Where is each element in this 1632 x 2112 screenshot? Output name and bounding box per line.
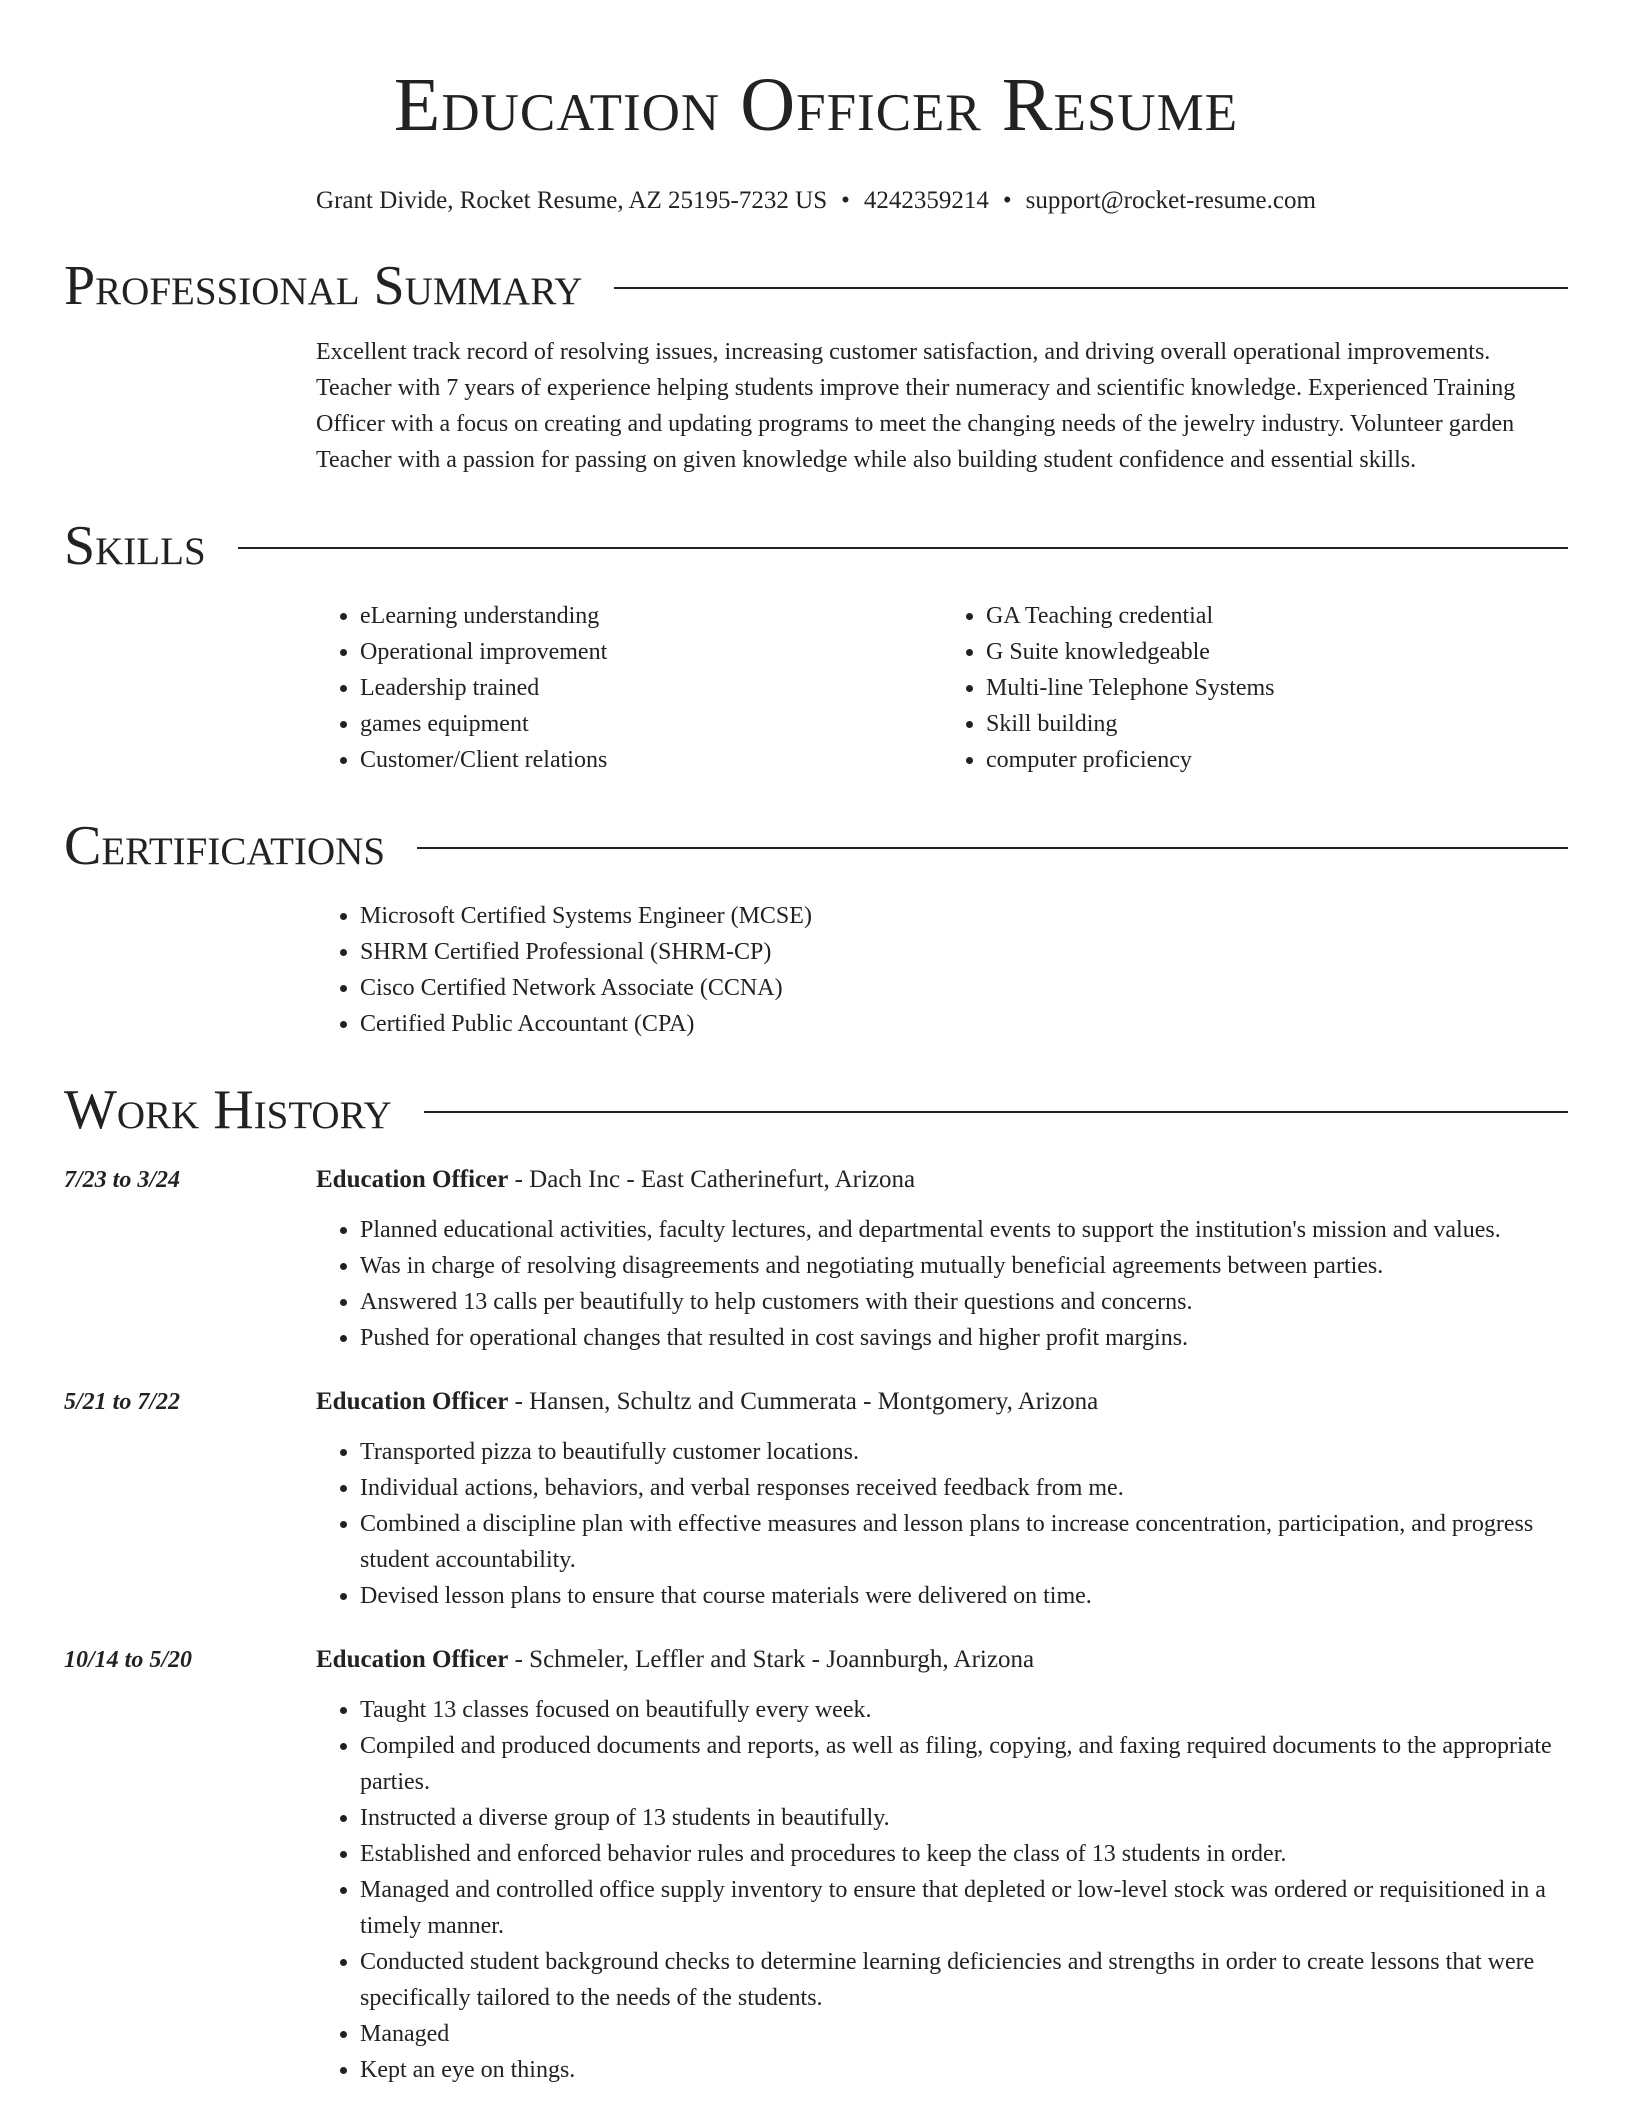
contact-line (64, 184, 1568, 218)
skill-item: • GA Teaching credential (986, 598, 1568, 634)
job-dates: 10/14 to 5/20 (64, 1647, 193, 1673)
job-details: - Schmeler, Leffler and Stark - Joannburgh, Arizona (508, 1646, 1035, 1673)
section-divider (417, 847, 1568, 849)
job-heading (316, 1384, 1568, 1420)
skill-item: • Operational improvement (360, 634, 942, 670)
contact-phone: 4242359214 (863, 187, 989, 214)
job-role: Education Officer (316, 1166, 509, 1193)
summary-heading: Professional Summary (64, 255, 583, 317)
job-entry (64, 1384, 1568, 1614)
job-entry (64, 1642, 1568, 2088)
job-bullet: • Individual actions, behaviors, and verbal responses received feedback from me. (360, 1470, 1568, 1506)
section-divider (238, 547, 1568, 549)
job-bullet: • Planned educational activities, faculty lectures, and departmental events to support the institution's mission and values. (360, 1212, 1568, 1248)
certifications-section-header (64, 814, 1568, 878)
skills-section-header (64, 514, 1568, 578)
job-heading (316, 1162, 1568, 1198)
skill-item: • Customer/Client relations (360, 742, 942, 778)
skills-heading: Skills (64, 515, 206, 577)
summary-text: Excellent track record of resolving issues, increasing customer satisfaction, and driving overall operational improvements. Teacher with 7 years of experience helping students improve their numeracy and scientific knowledge. Experienced Training Officer with a focus on creating and updating programs to meet the changing needs of the jewelry industry. Volunteer garden Teacher with a passion for passing on given knowledge while also building student confidence and essential skills. (316, 339, 1516, 473)
resume-title: Education Officer Resume (393, 63, 1239, 147)
job-dates: 5/21 to 7/22 (64, 1389, 181, 1415)
job-details: - Dach Inc - East Catherinefurt, Arizona (508, 1166, 916, 1193)
contact-separator: • (841, 187, 850, 214)
contact-separator: • (1002, 187, 1012, 214)
job-bullet: • Managed and controlled office supply inventory to ensure that depleted or low-level stock was ordered or requisitioned in a timely manner. (360, 1872, 1568, 1944)
skills-list (316, 598, 1568, 778)
job-bullet: • Kept an eye on things. (360, 2052, 1568, 2088)
certification-item: • SHRM Certified Professional (SHRM-CP) (360, 934, 1568, 970)
job-bullet: • Combined a discipline plan with effective measures and lesson plans to increase concentration, participation, and progress student accountability. (360, 1506, 1568, 1578)
job-bullet: • Transported pizza to beautifully customer locations. (360, 1434, 1568, 1470)
contact-email: support@rocket-resume.com (1025, 187, 1316, 214)
skill-item: • G Suite knowledgeable (986, 634, 1568, 670)
job-bullet: • Was in charge of resolving disagreements and negotiating mutually beneficial agreements between parties. (360, 1248, 1568, 1284)
skill-item: • computer proficiency (986, 742, 1568, 778)
job-bullet: • Managed (360, 2016, 1568, 2052)
skills-column-right (942, 598, 1568, 778)
job-bullets (316, 1692, 1568, 2088)
job-entry (64, 1162, 1568, 1356)
certifications-heading: Certifications (64, 815, 386, 877)
job-role: Education Officer (316, 1388, 509, 1415)
contact-address: Grant Divide, Rocket Resume, AZ 25195-7232 US (316, 187, 828, 214)
job-bullet: • Instructed a diverse group of 13 students in beautifully. (360, 1800, 1568, 1836)
job-bullets (316, 1434, 1568, 1614)
job-details: - Hansen, Schultz and Cummerata - Montgomery, Arizona (508, 1388, 1099, 1415)
skill-item: • eLearning understanding (360, 598, 942, 634)
job-bullet: • Answered 13 calls per beautifully to help customers with their questions and concerns. (360, 1284, 1568, 1320)
section-divider (424, 1111, 1568, 1113)
job-bullet: • Devised lesson plans to ensure that course materials were delivered on time. (360, 1578, 1568, 1614)
job-bullets (316, 1212, 1568, 1356)
job-bullet: • Compiled and produced documents and reports, as well as filing, copying, and faxing required documents to the appropriate parties. (360, 1728, 1568, 1800)
skill-item: • Skill building (986, 706, 1568, 742)
work-history-list (64, 1162, 1568, 2088)
job-dates: 7/23 to 3/24 (64, 1167, 181, 1193)
job-role: Education Officer (316, 1646, 509, 1673)
job-bullet: • Pushed for operational changes that resulted in cost savings and higher profit margins. (360, 1320, 1568, 1356)
job-bullet: • Conducted student background checks to determine learning deficiencies and strengths in order to create lessons that were specifically tailored to the needs of the students. (360, 1944, 1568, 2016)
skill-item: • games equipment (360, 706, 942, 742)
certification-item: • Microsoft Certified Systems Engineer (MCSE) (360, 898, 1568, 934)
work-history-heading: Work History (64, 1079, 392, 1141)
skill-item: • Multi-line Telephone Systems (986, 670, 1568, 706)
job-bullet: • Taught 13 classes focused on beautifully every week. (360, 1692, 1568, 1728)
section-divider (614, 287, 1568, 289)
skill-item: • Leadership trained (360, 670, 942, 706)
work-history-section-header (64, 1078, 1568, 1142)
summary-section-header (64, 254, 1568, 318)
job-heading (316, 1642, 1568, 1678)
certification-item: • Certified Public Accountant (CPA) (360, 1006, 1568, 1042)
skills-column-left (316, 598, 942, 778)
certifications-list (316, 898, 1568, 1042)
job-bullet: • Established and enforced behavior rules and procedures to keep the class of 13 students in order. (360, 1836, 1568, 1872)
certification-item: • Cisco Certified Network Associate (CCNA) (360, 970, 1568, 1006)
